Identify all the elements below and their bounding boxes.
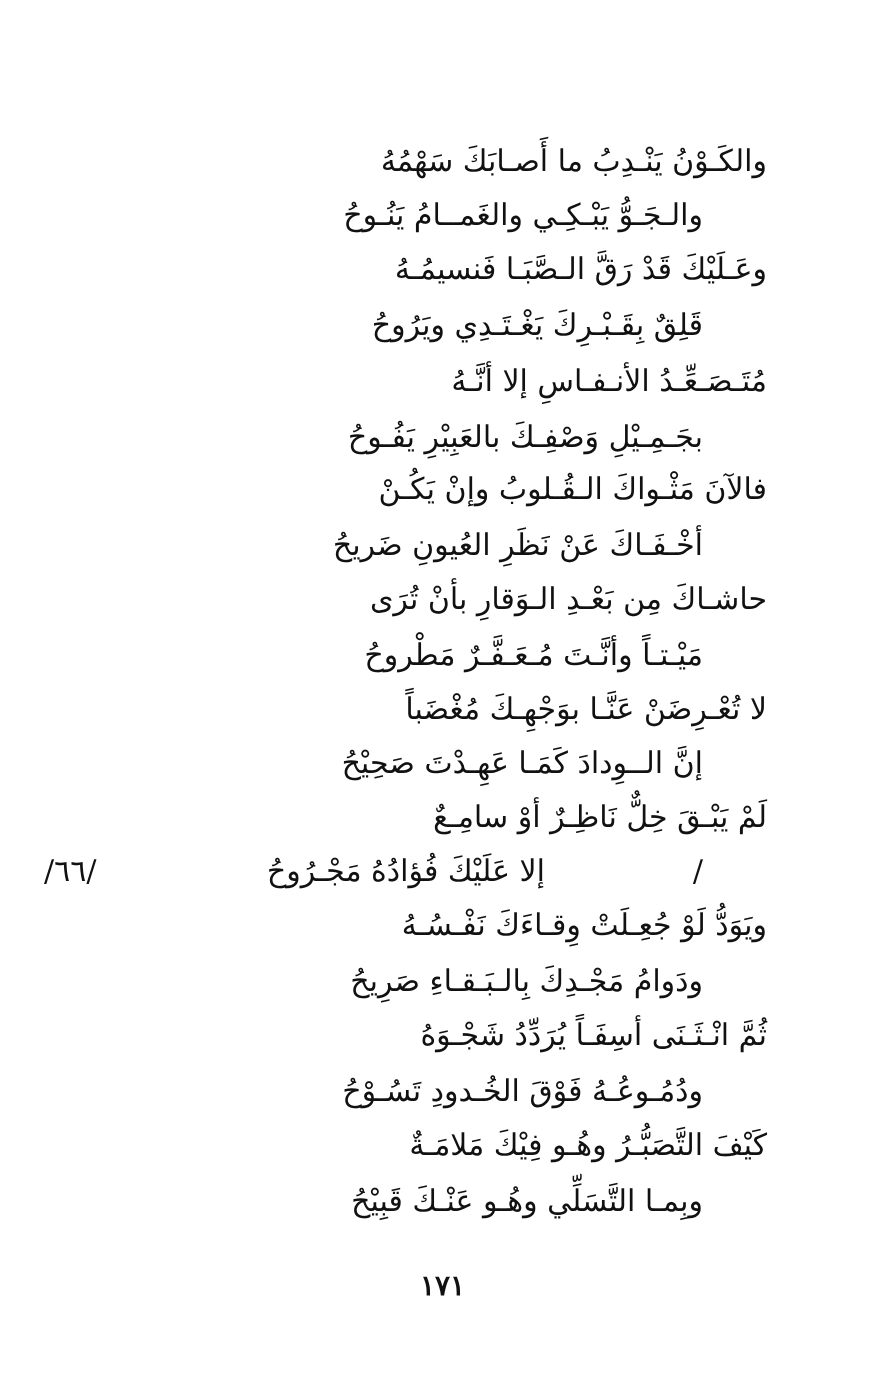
verse-line: ويَوَدُّ لَوْ جُعِـلَتْ وِقـاءَكَ نَفْـسُـهُ — [401, 908, 767, 943]
verse-line: بجَـمِـيْلِ وَصْفِـكَ بالعَبِيْرِ يَفُـوحُ — [347, 420, 703, 455]
verse-line: لَمْ يَبْـقَ خِلٌّ نَاظِـرٌ أوْ سامِـعٌ — [433, 800, 767, 835]
verse-marker: / — [692, 854, 703, 889]
verse-line: مَيْـتـاً وأنَّـتَ مُـعَـفَّـرٌ مَطْروحُ — [364, 638, 703, 673]
verse-line: ودَوامُ مَجْـدِكَ بِالـبَـقـاءِ صَرِيحُ — [350, 964, 703, 999]
verse-line: والكَـوْنُ يَنْـدِبُ ما أَصـابَكَ سَهْمُهُ — [380, 144, 767, 179]
verse-line: وعَـلَيْكَ قَدْ رَقَّ الـصَّبَـا فَنسيمُـهُ — [394, 252, 767, 287]
verse-line: كَيْفَ التَّصَبُّـرُ وهُـو فِيْكَ مَلامَـةٌ — [409, 1128, 767, 1163]
verse-line: لا تُعْـرِضَنْ عَنَّـا بوَجْهِـكَ مُغْضَباً — [405, 692, 767, 727]
margin-note: /٦٦/ — [44, 854, 97, 889]
verse-line: حاشـاكَ مِن بَعْـدِ الـوَقارِ بأنْ تُرَى — [369, 582, 767, 617]
verse-line: والـجَـوُّ يَبْـكِـي والغَمــامُ يَنُـوحُ — [343, 198, 703, 233]
verse-line: وبِمـا التَّسَلِّي وهُـو عَنْـكَ قَبِيْحُ — [351, 1184, 703, 1219]
verse-line: ثُمَّ انْـثَـنَى أسِفَـاً يُرَدِّدُ شَجْـوَهُ — [420, 1018, 767, 1053]
verse-line: فالآنَ مَثْـواكَ الـقُـلوبُ وإنْ يَكُـنْ — [378, 472, 767, 507]
page-number: ١٧١ — [419, 1269, 466, 1302]
verse-line: قَلِقٌ بِقَـبْـرِكَ يَغْـتَـدِي ويَرُوحُ — [371, 308, 703, 343]
verse-line: مُتَـصَـعِّـدُ الأنـفـاسِ إلا أنَّـهُ — [451, 364, 767, 399]
verse-line: إلا عَلَيْكَ فُؤادُهُ مَجْـرُوحُ — [266, 854, 545, 889]
verse-line: إنَّ الــوِدادَ كَمَـا عَهِـدْتَ صَحِيْحُ — [341, 746, 703, 781]
verse-line: ودُمُـوعُـهُ فَوْقَ الخُـدودِ تَسُـوْحُ — [342, 1074, 703, 1109]
verse-line: أخْـفَـاكَ عَنْ نَظَرِ العُيونِ ضَريحُ — [332, 528, 703, 563]
